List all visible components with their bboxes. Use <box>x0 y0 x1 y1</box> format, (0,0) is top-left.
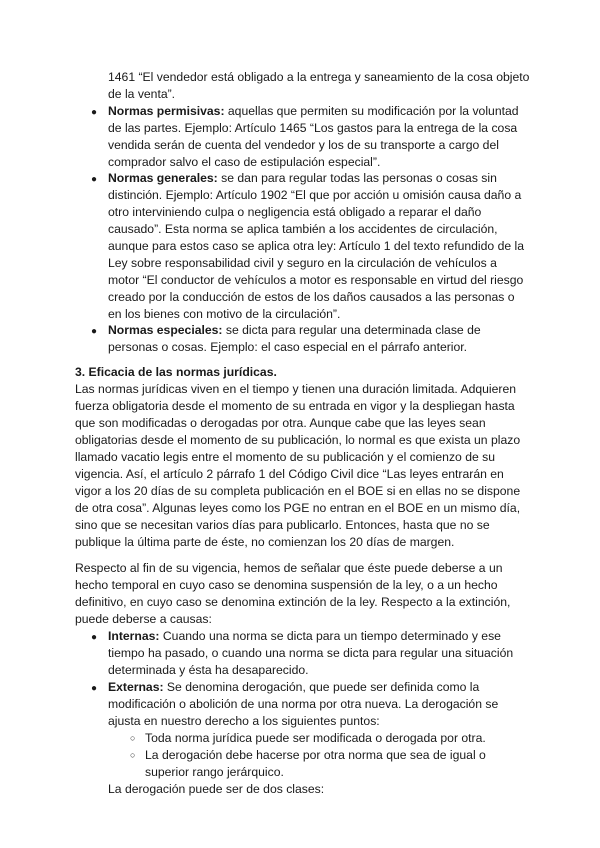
text-line: se dicta para regular una determinada clase de <box>222 323 481 337</box>
text-line: otro interviniendo culpa o negligencia está obligado a reparar el daño <box>108 205 482 219</box>
term-label: Normas permisivas: <box>108 104 225 118</box>
text-line: superior rango jerárquico. <box>145 765 284 779</box>
text-line: que son modificadas o derogadas por otra. Aunque cabe que las leyes sean <box>75 416 486 430</box>
bullet-icon: ● <box>91 326 98 337</box>
section-heading: 3. Eficacia de las normas jurídicas. <box>75 365 277 379</box>
text-line: llamado vacatio legis entre el momento de su publicación y el comienzo de su <box>75 450 496 464</box>
text-line: creado por la conducción de estos de los daños causados a las personas o <box>108 290 515 304</box>
bullet-icon: ● <box>91 683 98 694</box>
list-item <box>108 170 497 187</box>
text-line: Las normas jurídicas viven en el tiempo y tienen una duración limitada. Adquieren <box>75 382 517 396</box>
term-label: Externas: <box>108 680 164 694</box>
text-line: vigor a los 20 días de su completa publicación en el BOE si en ellas no se dispone <box>75 484 521 498</box>
text-line: aquellas que permiten su modificación por la voluntad <box>224 104 519 118</box>
text-line: ajusta en nuestro derecho a los siguientes puntos: <box>108 714 380 728</box>
bullet-icon: ● <box>91 632 98 643</box>
text-line: de otra cosa”. Algunas leyes como los PGE no entran en el BOE en un mismo día, <box>75 501 521 515</box>
term-label: Normas generales: <box>108 171 218 185</box>
text-line: vendida serán de cuenta del vendedor y los de su transporte a cargo del <box>108 138 499 152</box>
sub-list-item: Toda norma jurídica puede ser modificada o derogada por otra. <box>145 731 486 745</box>
text-line: se dan para regular todas las personas o cosas sin <box>217 171 497 185</box>
text-line: Respecto al fin de su vigencia, hemos de señalar que éste puede deberse a un <box>75 561 503 575</box>
circle-bullet-icon: ○ <box>130 750 136 760</box>
text-line: comprador salvo el caso de estipulación especial”. <box>108 155 381 169</box>
text-line: vigencia. Así, el artículo 2 párrafo 1 del Código Civil dice “Las leyes entrarán en <box>75 467 504 481</box>
list-item <box>108 322 481 339</box>
text-line: 1461 “El vendedor está obligado a la entrega y saneamiento de la cosa objeto <box>108 70 530 84</box>
list-item <box>108 679 479 696</box>
text-line: distinción. Ejemplo: Artículo 1902 “El que por acción u omisión causa daño a <box>108 188 522 202</box>
text-line: puede deberse a causas: <box>75 612 212 626</box>
text-line: aunque para estos caso se aplica otra ley: Artículo 1 del texto refundido de la <box>108 239 524 253</box>
text-line: hecho temporal en cuyo caso se denomina suspensión de la ley, o a un hecho <box>75 578 498 592</box>
text-line: modificación o abolición de una norma por otra nueva. La derogación se <box>108 697 499 711</box>
text-line: fuerza obligatoria desde el momento de su entrada en vigor y la despliegan hasta <box>75 399 515 413</box>
list-item <box>108 103 519 120</box>
text-line: motor “El conductor de vehículos a motor es responsable en virtud del riesgo <box>108 273 524 287</box>
term-label: Normas especiales: <box>108 323 223 337</box>
bullet-icon: ● <box>91 174 98 185</box>
text-line: Cuando una norma se dicta para un tiempo determinado y ese <box>159 629 501 643</box>
text-line: de las partes. Ejemplo: Artículo 1465 “Los gastos para la entrega de la cosa <box>108 121 518 135</box>
text-line: definitivo, en cuyo caso se denomina extinción de la ley. Respecto a la extinción, <box>75 595 511 609</box>
sub-list-item: La derogación debe hacerse por otra norma que sea de igual o <box>145 748 486 762</box>
term-label: Internas: <box>108 629 160 643</box>
text-line: Se denomina derogación, que puede ser definida como la <box>163 680 480 694</box>
text-line: tiempo ha pasado, o cuando una norma se dicta para regular una situación <box>108 646 514 660</box>
text-line: publique la última parte de éste, no comienzan los 20 días de margen. <box>75 535 455 549</box>
circle-bullet-icon: ○ <box>130 733 136 743</box>
text-line: causado”. Esta norma se aplica también a los accidentes de circulación, <box>108 222 498 236</box>
list-item <box>108 628 501 645</box>
text-line: de la venta”. <box>108 87 176 101</box>
text-line: personas o cosas. Ejemplo: el caso especial en el párrafo anterior. <box>108 340 468 354</box>
bullet-icon: ● <box>91 107 98 118</box>
text-line: La derogación puede ser de dos clases: <box>108 782 325 796</box>
text-line: obligatorias desde el momento de su publicación, lo normal es que exista un plazo <box>75 433 521 447</box>
text-line: Ley sobre responsabilidad civil y seguro en la circulación de vehículos a <box>108 256 497 270</box>
text-line: determinada y ésta ha desaparecido. <box>108 663 309 677</box>
text-line: en los bienes con motivo de la circulación”. <box>108 307 341 321</box>
text-line: sino que se necesitan varios días para publicarlo. Entonces, hasta que no se <box>75 518 490 532</box>
